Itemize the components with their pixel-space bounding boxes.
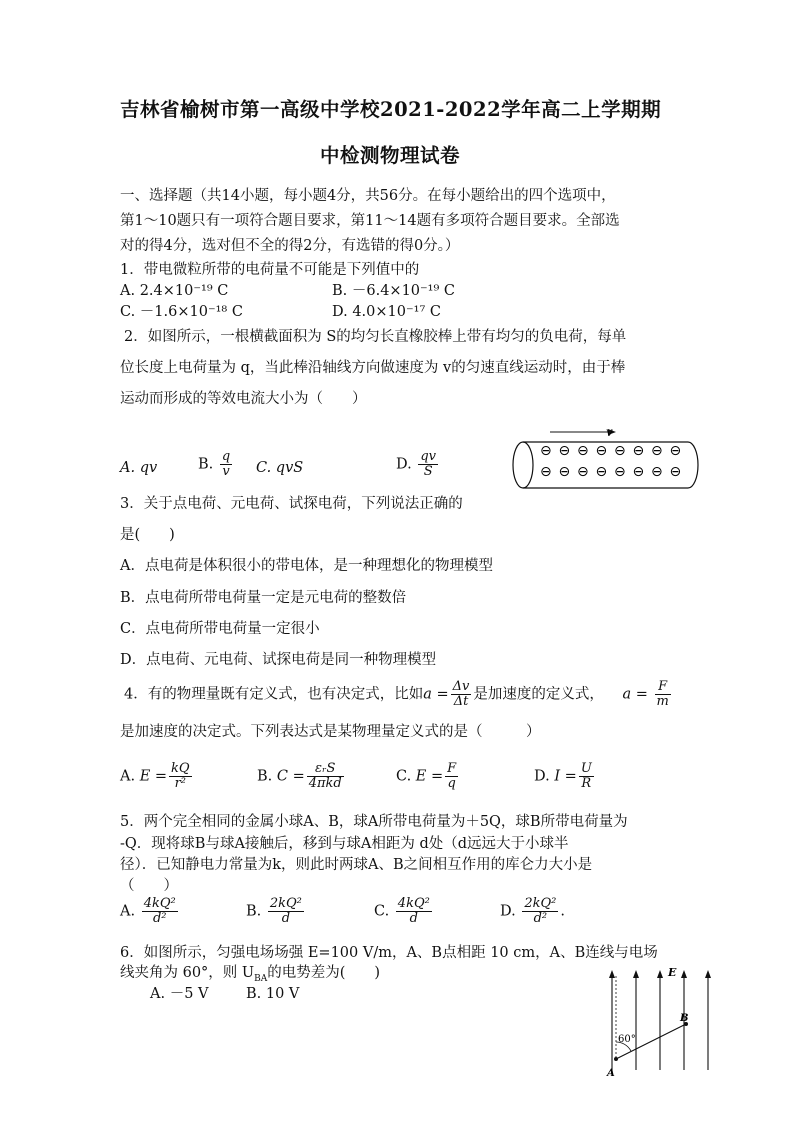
q2-line1: 2．如图所示，一根横截面积为 S的均匀长直橡胶棒上带有均匀的负电荷，每单 [124, 329, 627, 345]
point-b-label: B [680, 1013, 689, 1024]
title-line2: 中检测物理试卷 [320, 144, 461, 167]
q5-line1: 5．两个完全相同的金属小球A、B，球A所带电荷量为＋5Q，球B所带电荷量为 [120, 814, 628, 830]
negative-charge-symbol: ⊖ [669, 443, 682, 459]
negative-charge-symbol: ⊖ [558, 464, 571, 480]
q2-b-fraction: $\frac{q}{v}$ [221, 449, 231, 479]
negative-charge-symbol: ⊖ [632, 464, 645, 480]
q3-option-c: C．点电荷所带电荷量一定很小 [120, 621, 320, 637]
q3-option-b: B．点电荷所带电荷量一定是元电荷的整数倍 [120, 590, 407, 606]
q5-line2: -Q．现将球B与球A接触后，移到与球A相距为 d处（d远远大于小球半 [120, 836, 569, 852]
velocity-label: v [606, 425, 613, 439]
negative-charge-symbol: ⊖ [577, 464, 589, 480]
field-label-e: E [668, 966, 677, 979]
q3-option-d: D．点电荷、元电荷、试探电荷是同一种物理模型 [120, 652, 437, 668]
q2-option-d: D. $\frac{qv}{S}$ [396, 449, 436, 479]
q4-option-a: A. E = $\frac{kQ}{\text{r²}}$ [120, 761, 190, 791]
q2-line2: 位长度上电荷量为 q，当此棒沿轴线方向做速度为 v的匀速直线运动时，由于棒 [120, 360, 626, 376]
negative-charge-symbol: ⊖ [632, 443, 645, 459]
q4-dec-fraction: $\frac{F}{m}$ [656, 679, 669, 709]
section-line2: 第1～10题只有一项符合题目要求，第11～14题有多项符合题目要求。全部选 [120, 213, 620, 229]
q6-option-b: B. 10 V [246, 986, 300, 1002]
rod-end [513, 442, 533, 488]
point-a [614, 1057, 618, 1061]
point-a-label: A [607, 1068, 615, 1079]
q2-rod-figure [508, 422, 708, 492]
negative-charge-symbol: ⊖ [577, 443, 589, 459]
negative-charge-symbol: ⊖ [540, 443, 552, 459]
negative-charge-symbol: ⊖ [595, 443, 608, 459]
q3-line2: 是( ) [120, 527, 175, 543]
q4-option-d: D. I = $\frac{U}{R}$ [534, 761, 592, 791]
q4-def-fraction: $\frac{\Delta v}{\Delta t}$ [452, 679, 470, 709]
q5-option-c: C. $\frac{\text{4kQ²}}{d}$ [374, 896, 430, 926]
q2-option-b: B. $\frac{q}{v}$ [198, 449, 231, 479]
q5-option-d: D. $\frac{\text{2kQ²}}{\text{d²}}$ . [500, 896, 565, 926]
negative-charge-symbol: ⊖ [595, 464, 608, 480]
q1-option-b: B. －6.4×10⁻¹⁹ C [332, 283, 456, 299]
negative-charge-symbol: ⊖ [614, 464, 626, 480]
q6-line1: 6．如图所示，匀强电场场强 E=100 V/m，A、B点相距 10 cm，A、B连线与电场 [120, 945, 658, 961]
negative-charge-symbol: ⊖ [614, 443, 626, 459]
q4-line2: 是加速度的决定式。下列表达式是某物理量定义式的是（ ） [120, 724, 541, 740]
q2-option-a: A. qv [120, 460, 158, 476]
q5-option-b: B. $\frac{\text{2kQ²}}{d}$ [246, 896, 302, 926]
negative-charge-symbol: ⊖ [651, 464, 663, 480]
title-line1: 吉林省榆树市第一高级中学校2021-2022学年高二上学期期 [120, 98, 662, 121]
q2-d-fraction: $\frac{qv}{S}$ [420, 449, 436, 479]
q3-line1: 3．关于点电荷、元电荷、试探电荷，下列说法正确的 [120, 496, 463, 512]
q5-line4: （ ） [120, 878, 178, 894]
charge-group [540, 443, 681, 480]
q1-stem: 1．带电微粒所带的电荷量不可能是下列值中的 [120, 262, 420, 278]
negative-charge-symbol: ⊖ [651, 443, 663, 459]
section-line1: 一、选择题（共14小题，每小题4分，共56分。在每小题给出的四个选项中， [120, 188, 616, 204]
q6-field-figure [594, 962, 714, 1080]
q5-option-a: A. $\frac{\text{4kQ²}}{\text{d²}}$ [120, 896, 176, 926]
q2-line3: 运动而形成的等效电流大小为（ ） [120, 391, 367, 407]
q3-option-a: A．点电荷是体积很小的带电体，是一种理想化的物理模型 [120, 558, 493, 574]
q6-line2: 线夹角为 60°，则 $U_{BA}$的电势差为( ) [120, 965, 381, 984]
angle-label: 60° [618, 1034, 636, 1045]
q1-option-c: C. －1.6×10⁻¹⁸ C [120, 304, 243, 320]
negative-charge-symbol: ⊖ [669, 464, 682, 480]
q4-line1: 4．有的物理量既有定义式，也有决定式，比如a = $\frac{\Delta v}{\Delta t}$ 是加速度的定义式， a = $\frac{F}{m}$ [124, 679, 669, 709]
q6-option-a: A. －5 V [150, 986, 209, 1002]
negative-charge-symbol: ⊖ [540, 464, 552, 480]
q1-option-a: A. 2.4×10⁻¹⁹ C [120, 283, 229, 299]
q4-option-b: B. C = $\frac{\text{εᵣS}}{\text{4πkd}}$ [257, 761, 342, 791]
q2-option-c: C. qvS [256, 460, 304, 476]
section-line3: 对的得4分，选对但不全的得2分，有选错的得0分。） [120, 238, 460, 254]
q1-option-d: D. 4.0×10⁻¹⁷ C [332, 304, 441, 320]
q5-line3: 径）．已知静电力常量为k，则此时两球A、B之间相互作用的库仑力大小是 [120, 857, 593, 873]
negative-charge-symbol: ⊖ [558, 443, 571, 459]
q4-option-c: C. E = $\frac{F}{q}$ [396, 761, 457, 791]
